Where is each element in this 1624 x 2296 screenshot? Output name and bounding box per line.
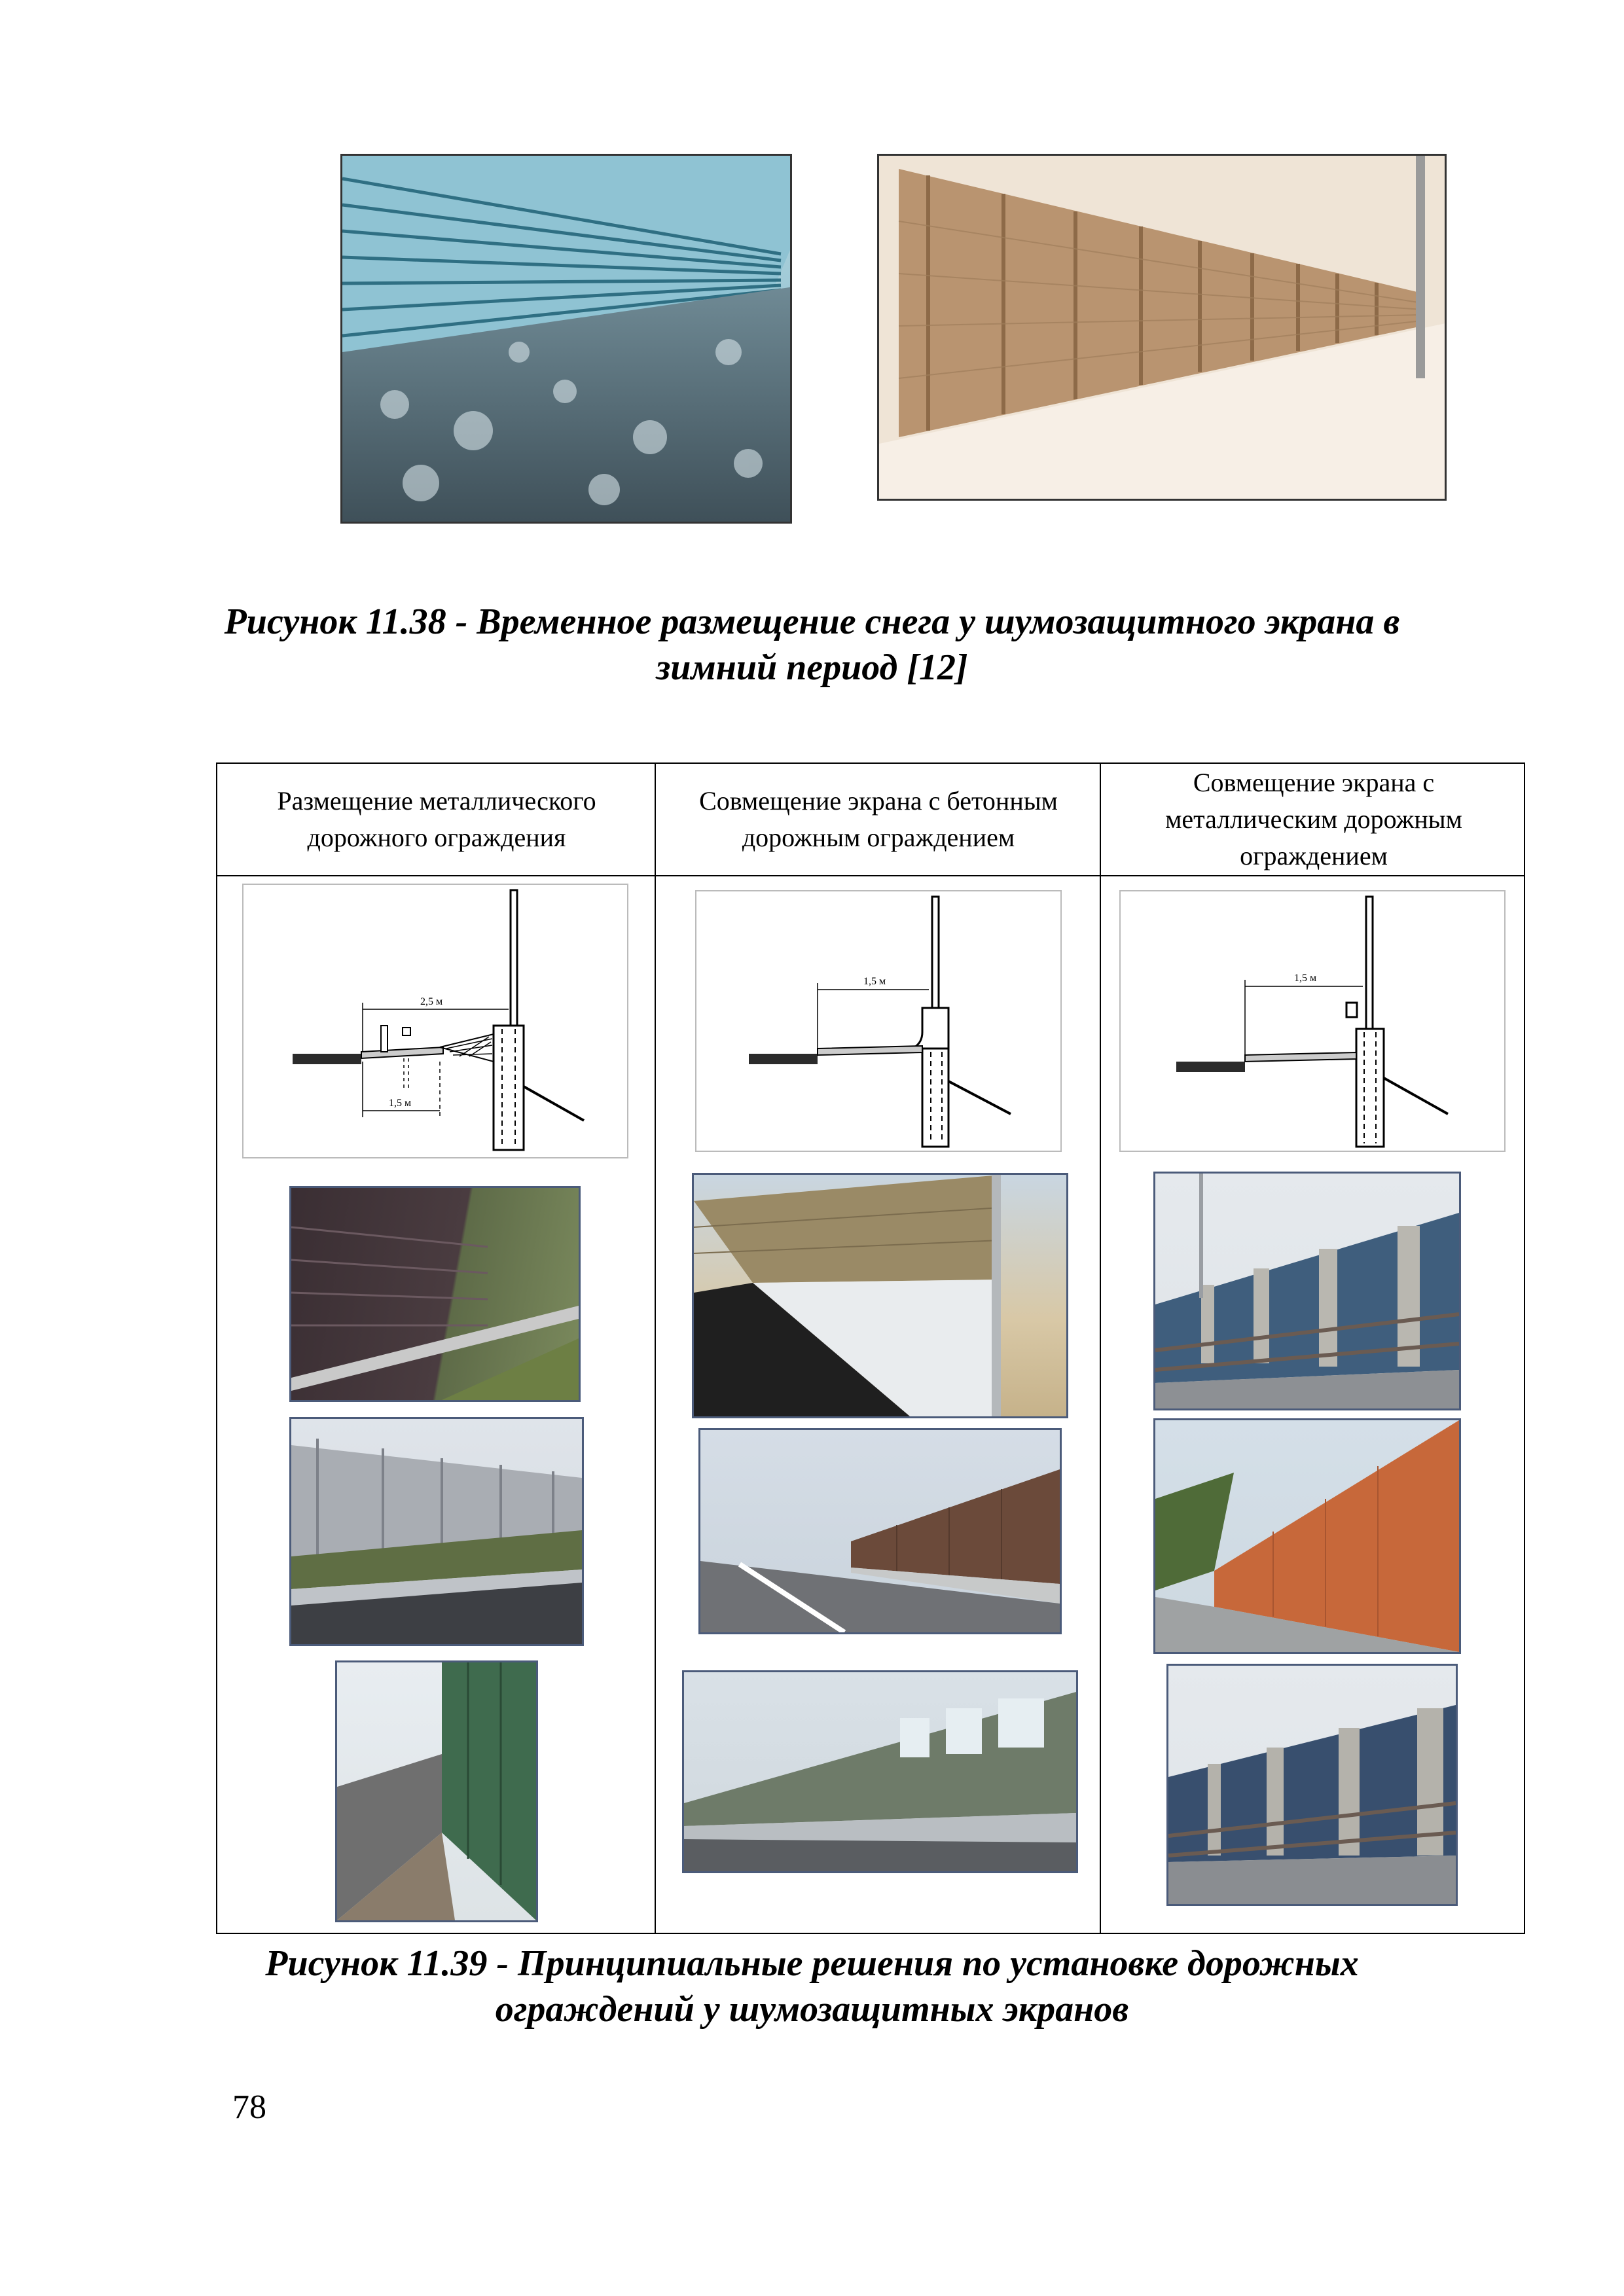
photo-green-panel-barrier-perspective [335, 1660, 538, 1922]
photo-dark-panel-barrier-with-guardrail [289, 1186, 581, 1402]
dimension-label-1-5m: 1,5 м [863, 976, 886, 987]
barrier-solutions-table [216, 762, 1525, 1934]
figure-11-38-caption-line2: зимний период [12] [656, 647, 968, 688]
photo-screen-with-windows-concrete-barrier [682, 1670, 1078, 1873]
dimension-label-1-5m: 1,5 м [389, 1098, 412, 1109]
figure-11-39-caption-line1: Рисунок 11.39 - Принципиальные решения по установке дорожных [265, 1943, 1359, 1984]
photo-brown-noise-barrier-snow [877, 154, 1447, 501]
dimension-label-1-5m: 1,5 м [1294, 973, 1317, 984]
photo-brown-screen-concrete-barrier-highway [698, 1428, 1062, 1634]
column-header-concrete-combined: Совмещение экрана с бетонным дорожным ограждением [699, 786, 1058, 852]
diagram-metal-combined [1119, 890, 1506, 1152]
dimension-label-2-5m: 2,5 м [420, 996, 443, 1007]
photo-blue-panel-metal-barrier-closeup [1166, 1664, 1458, 1906]
figure-11-38-caption-line1: Рисунок 11.38 - Временное размещение снега у шумозащитного экрана в [224, 601, 1400, 642]
photo-blue-noise-barrier-snow [340, 154, 792, 524]
diagram-metal-barrier [242, 884, 628, 1158]
table-column-divider [655, 764, 656, 1933]
table-header-divider [217, 875, 1524, 876]
photo-gray-panel-barrier-with-guardrail [289, 1417, 584, 1646]
photo-concrete-barrier-with-screen [692, 1173, 1068, 1418]
page-number: 78 [232, 2089, 266, 2126]
photo-brick-screen-metal-barrier [1153, 1418, 1461, 1654]
diagram-concrete-combined [695, 890, 1062, 1152]
figure-11-39-caption-line2: ограждений у шумозащитных экранов [495, 1989, 1129, 2030]
column-header-metal-combined: Совмещение экрана с металлическим дорожным ограждением [1165, 768, 1462, 870]
photo-blue-panel-metal-barrier-bridge [1153, 1172, 1461, 1410]
column-header-metal-barrier: Размещение металлического дорожного ограждения [277, 786, 596, 852]
table-column-divider [1100, 764, 1101, 1933]
